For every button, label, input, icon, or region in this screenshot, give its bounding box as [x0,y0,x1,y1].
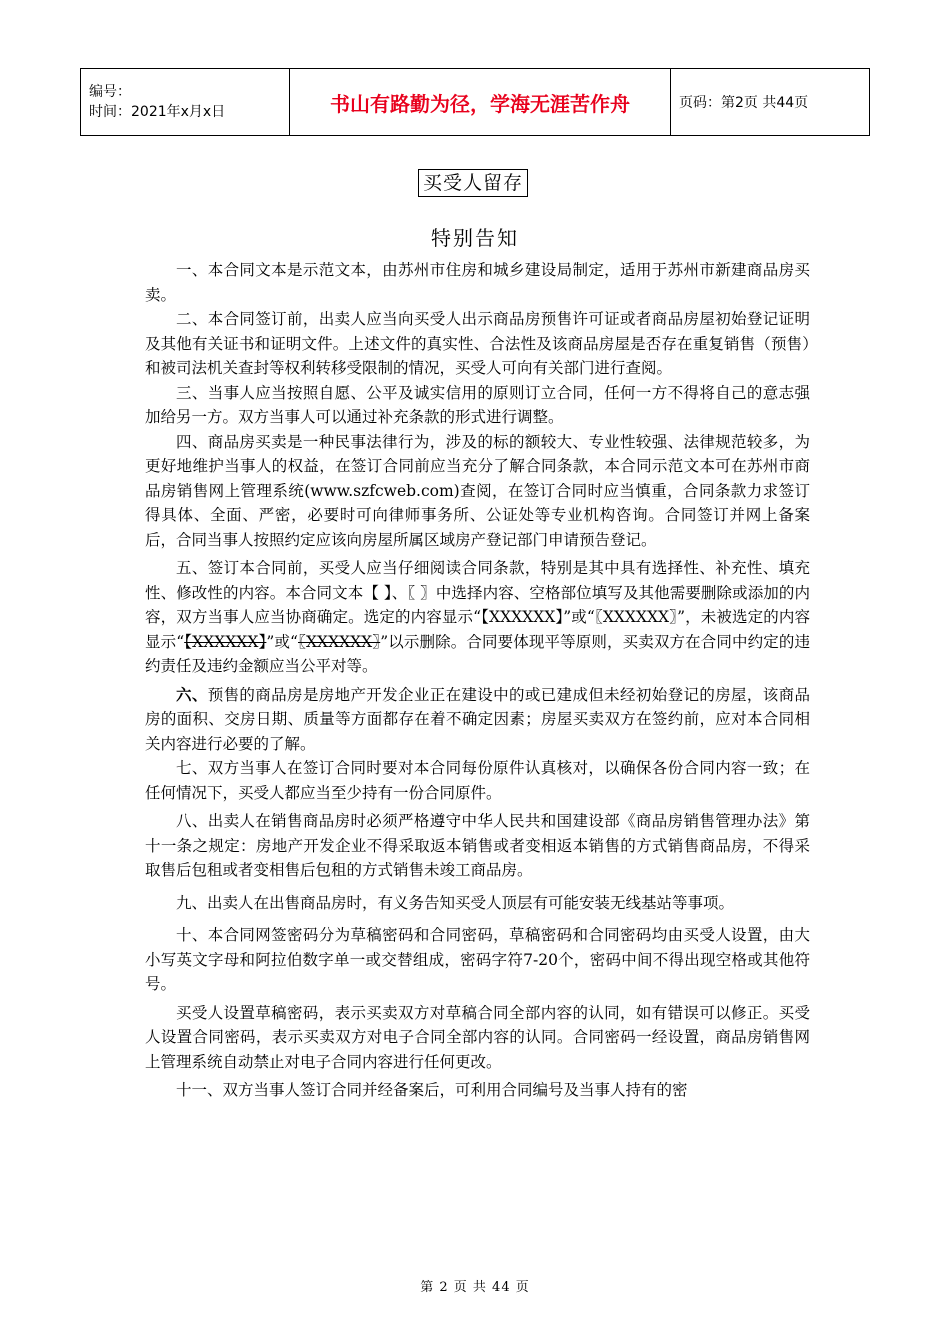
buyer-copy-stamp: 买受人留存 [418,169,528,197]
document-title: 特别告知 [431,226,519,250]
header-table [80,68,870,136]
paragraph-7: 七、双方当事人在签订合同时要对本合同每份原件认真核对，以确保各份合同内容一致；在任何情况下，买受人都应当至少持有一份合同原件。 [145,759,810,802]
paragraph-1: 一、本合同文本是示范文本，由苏州市住房和城乡建设局制定，适用于苏州市新建商品房买卖。 [145,261,810,304]
paragraph-10: 十、本合同网签密码分为草稿密码和合同密码，草稿密码和合同密码均由买受人设置，由大小写英文字母和阿拉伯数字单一或交替组成，密码字符7-20个，密码中间不得出现空格或其他符号。 [145,926,810,993]
document-body [145,258,810,1103]
header-page-info: 页码：第2页 共44页 [671,69,870,136]
header-meta-cell [81,69,290,136]
deleted-example-2: 〖XXXXXX〗 [298,632,381,651]
page-footer: 第 2 页 共 44 页 [420,1280,530,1295]
deleted-example-1: 【XXXXXX】 [184,632,267,651]
header-motto: 书山有路勤为径，学海无涯苦作舟 [290,69,671,136]
date-label: 时间：2021年x月x日 [89,104,226,120]
paragraph-6-number: 六、 [176,684,208,704]
paragraph-5-part-b: ”或“ [266,632,298,651]
paragraph-8: 八、出卖人在销售商品房时必须严格遵守中华人民共和国建设部《商品房销售管理办法》第十一条之规定：房地产开发企业不得采取返本销售或者变相返本销售的方式销售商品房，不得采取售后包租或者变相售后包租的方式销售未竣工商品房。 [145,812,810,879]
paragraph-5-part-c: ”以示删除。合同要体现平等原则，买卖双方在合同中约定的违约责任及违约金额应当公平对等。 [145,632,810,675]
paragraph-6 [145,683,810,757]
paragraph-5 [145,556,810,679]
paragraph-3: 三、当事人应当按照自愿、公平及诚实信用的原则订立合同，任何一方不得将自己的意志强加给另一方。双方当事人可以通过补充条款的形式进行调整。 [145,383,810,426]
paragraph-6-text: 预售的商品房是房地产开发企业正在建设中的或已建成但未经初始登记的房屋，该商品房的面积、交房日期、质量等方面都存在着不确定因素；房屋买卖双方在签约前，应对本合同相关内容进行必要的了解。 [145,685,810,753]
paragraph-2: 二、本合同签订前，出卖人应当向买受人出示商品房预售许可证或者商品房屋初始登记证明及其他有关证书和证明文件。上述文件的真实性、合法性及该商品房屋是否存在重复销售（预售）和被司法机关查封等权利转移受限制的情况，买受人可向有关部门进行查阅。 [145,310,810,377]
paragraph-5-part-a: 五、签订本合同前，买受人应当仔细阅读合同条款，特别是其中具有选择性、补充性、填充性、修改性的内容。本合同文本【 】、〖 〗中选择内容、空格部位填写及其他需要删除或添加的内容，双方当事人应当协商确定。选定的内容显示“【XXXXXX】”或“〖XXXXXX〗”，未被选定的内容显示“ [145,559,810,651]
paragraph-9: 九、出卖人在出售商品房时，有义务告知买受人顶层有可能安装无线基站等事项。 [176,893,735,912]
paragraph-4: 四、商品房买卖是一种民事法律行为，涉及的标的额较大、专业性较强、法律规范较多，为更好地维护当事人的权益，在签订合同前应当充分了解合同条款，本合同示范文本可在苏州市商品房销售网上管理系统(www.szfcweb.com)查阅，在签订合同时应当慎重，合同条款力求签订得具体、全面、严密，必要时可向律师事务所、公证处等专业机构咨询。合同签订并网上备案后，合同当事人按照约定应该向房屋所属区域房产登记部门申请预告登记。 [145,432,810,549]
code-label: 编号： [89,84,131,100]
paragraph-10b: 买受人设置草稿密码，表示买卖双方对草稿合同全部内容的认同，如有错误可以修正。买受人设置合同密码，表示买卖双方对电子合同全部内容的认同。合同密码一经设置，商品房销售网上管理系统自动禁止对电子合同内容进行任何更改。 [145,1003,810,1071]
paragraph-11: 十一、双方当事人签订合同并经备案后，可利用合同编号及当事人持有的密 [176,1081,688,1099]
